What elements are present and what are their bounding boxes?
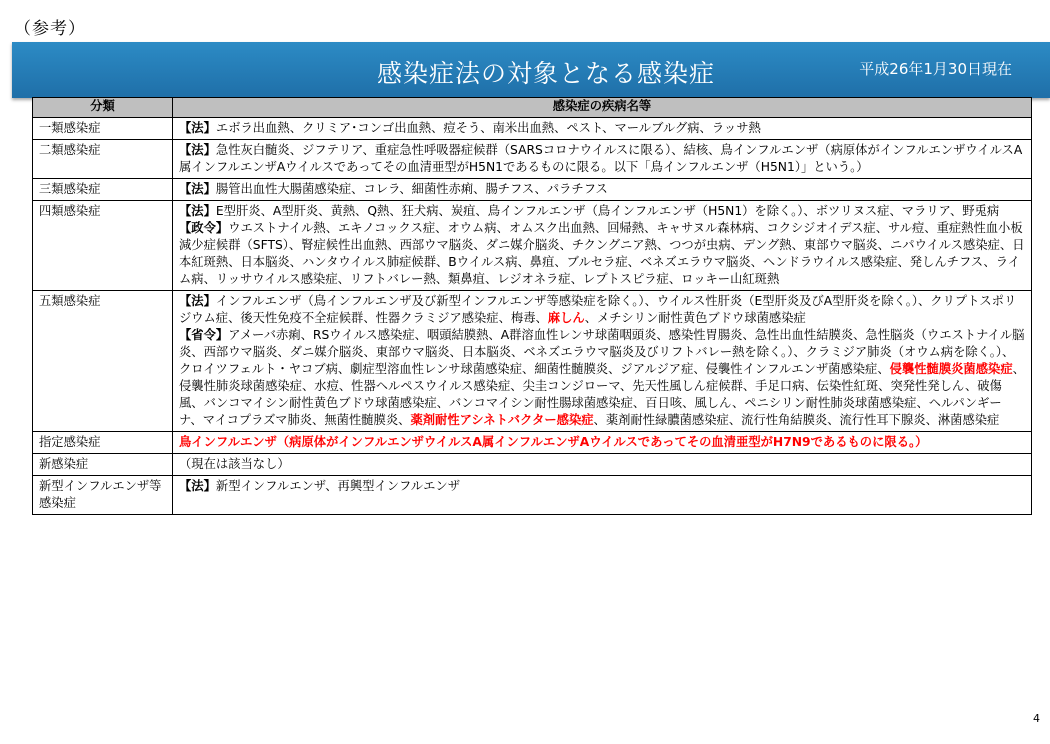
category-cell: 指定感染症 [33, 432, 173, 454]
table-row [33, 201, 1032, 291]
disease-list-text: 腸管出血性大腸菌感染症、コレラ、細菌性赤痢、腸チフス、パラチフス [215, 182, 608, 196]
header-classification: 分類 [33, 98, 173, 118]
disease-cell [173, 118, 1032, 140]
disease-list-text: 、侵襲性肺炎球菌感染症、水痘、性器ヘルペスウイルス感染症、尖圭コンジローマ、先天性風しん症候群、手足口病、伝染性紅斑、突発性発しん、破傷風、バンコマイシン耐性黄色ブドウ球菌感染症、バンコマイシン耐性腸球菌感染症、百日咳、風しん、ペニシリン耐性肺炎球菌感染症、ヘルパンギーナ、マイコプラズマ肺炎、無菌性髄膜炎、 [179, 362, 1025, 427]
disease-group [179, 327, 1025, 429]
infectious-disease-table [32, 97, 1032, 515]
disease-group [179, 293, 1025, 327]
disease-list-text: （現在は該当なし） [179, 457, 290, 471]
disease-list-text: 新型インフルエンザ、再興型インフルエンザ [215, 479, 460, 493]
category-cell: 四類感染症 [33, 201, 173, 291]
table-row [33, 432, 1032, 454]
disease-cell [173, 140, 1032, 179]
category-cell: 三類感染症 [33, 179, 173, 201]
disease-group [179, 120, 1025, 137]
disease-list-text: E型肝炎、A型肝炎、黄熱、Q熱、狂犬病、炭疽、鳥インフルエンザ（鳥インフルエンザ（H5N1）を除く。）、ボツリヌス症、マラリア、野兎病 [215, 204, 1000, 218]
as-of-date: 平成26年1月30日現在 [859, 60, 1012, 78]
disease-cell [173, 476, 1032, 515]
page-number: 4 [1033, 712, 1040, 725]
highlighted-disease-text: 鳥インフルエンザ（病原体がインフルエンザウイルスA属インフルエンザAウイルスであってその血清亜型がH7N9であるものに限る。） [179, 435, 928, 449]
category-cell: 新感染症 [33, 454, 173, 476]
page-title: 感染症法の対象となる感染症 [376, 59, 715, 88]
law-tag: 【法】 [179, 182, 216, 196]
disease-cell [173, 201, 1032, 291]
disease-group [179, 456, 1025, 473]
title-banner [12, 42, 1050, 98]
law-tag: 【省令】 [179, 328, 229, 342]
disease-list-text: アメーバ赤痢、RSウイルス感染症、咽頭結膜熱、A群溶血性レンサ球菌咽頭炎、感染性胃腸炎、急性出血性結膜炎、急性脳炎（ウエストナイル脳炎、西部ウマ脳炎、ダニ媒介脳炎、東部ウマ脳炎、日本脳炎、ベネズエラウマ脳炎及びリフトバレー熱を除く。）、クラミジア肺炎（オウム病を除く。）、クロイツフェルト・ヤコブ病、劇症型溶血性レンサ球菌感染症、細菌性髄膜炎、ジアルジア症、侵襲性インフルエンザ菌感染症、 [179, 328, 1025, 376]
table-header-row [33, 98, 1032, 118]
category-cell: 二類感染症 [33, 140, 173, 179]
table-row [33, 118, 1032, 140]
disease-group [179, 220, 1025, 288]
disease-group [179, 434, 1025, 451]
disease-cell [173, 291, 1032, 432]
table-row [33, 291, 1032, 432]
law-tag: 【法】 [179, 294, 216, 308]
table-row [33, 140, 1032, 179]
table-row [33, 476, 1032, 515]
category-cell: 新型インフルエンザ等感染症 [33, 476, 173, 515]
disease-list-text: ウエストナイル熱、エキノコックス症、オウム病、オムスク出血熱、回帰熱、キャサヌル森林病、コクシジオイデス症、サル痘、重症熱性血小板減少症候群（SFTS）、腎症候性出血熱、西部ウマ脳炎、ダニ媒介脳炎、チクングニア熱、つつが虫病、デング熱、東部ウマ脳炎、ニパウイルス感染症、日本紅斑熱、日本脳炎、ハンタウイルス肺症候群、Bウイルス病、鼻疽、ブルセラ症、ベネズエラウマ脳炎、ヘンドラウイルス感染症、発しんチフス、ライム病、リッサウイルス感染症、リフトバレー熱、類鼻疽、レジオネラ症、レプトスピラ症、ロッキー山紅斑熱 [179, 221, 1025, 286]
table-row [33, 179, 1032, 201]
table-body [33, 118, 1032, 515]
disease-group [179, 203, 1025, 220]
disease-list-text: 、薬剤耐性緑膿菌感染症、流行性角結膜炎、流行性耳下腺炎、淋菌感染症 [593, 413, 1000, 427]
disease-cell [173, 179, 1032, 201]
disease-list-text: 、メチシリン耐性黄色ブドウ球菌感染症 [584, 311, 806, 325]
law-tag: 【法】 [179, 204, 216, 218]
disease-group [179, 478, 1025, 495]
disease-group [179, 142, 1025, 176]
disease-cell [173, 454, 1032, 476]
disease-group [179, 181, 1025, 198]
category-cell: 一類感染症 [33, 118, 173, 140]
disease-cell [173, 432, 1032, 454]
table-row [33, 454, 1032, 476]
highlighted-disease-text: 薬剤耐性アシネトバクター感染症 [410, 413, 594, 427]
law-tag: 【法】 [179, 479, 216, 493]
disease-list-text: 急性灰白髄炎、ジフテリア、重症急性呼吸器症候群（SARSコロナウイルスに限る）、結核、鳥インフルエンザ（病原体がインフルエンザウイルスA属インフルエンザAウイルスであってその血清亜型がH5N1であるものに限る。以下「鳥インフルエンザ（H5N1）」という。） [179, 143, 1023, 174]
category-cell: 五類感染症 [33, 291, 173, 432]
highlighted-disease-text: 麻しん [547, 311, 585, 325]
disease-list-text: エボラ出血熱、クリミア･コンゴ出血熱、痘そう、南米出血熱、ペスト、マールブルグ病、ラッサ熱 [215, 121, 761, 135]
law-tag: 【法】 [179, 143, 216, 157]
law-tag: 【法】 [179, 121, 216, 135]
header-disease-names: 感染症の疾病名等 [173, 98, 1032, 118]
disease-list-text: インフルエンザ（鳥インフルエンザ及び新型インフルエンザ等感染症を除く。）、ウイルス性肝炎（E型肝炎及びA型肝炎を除く。）、クリプトスポリジウム症、後天性免疫不全症候群、性器クラミジア感染症、梅毒、 [179, 294, 1017, 325]
law-tag: 【政令】 [179, 221, 229, 235]
reference-label: （参考） [14, 19, 86, 39]
highlighted-disease-text: 侵襲性髄膜炎菌感染症 [889, 362, 1013, 376]
